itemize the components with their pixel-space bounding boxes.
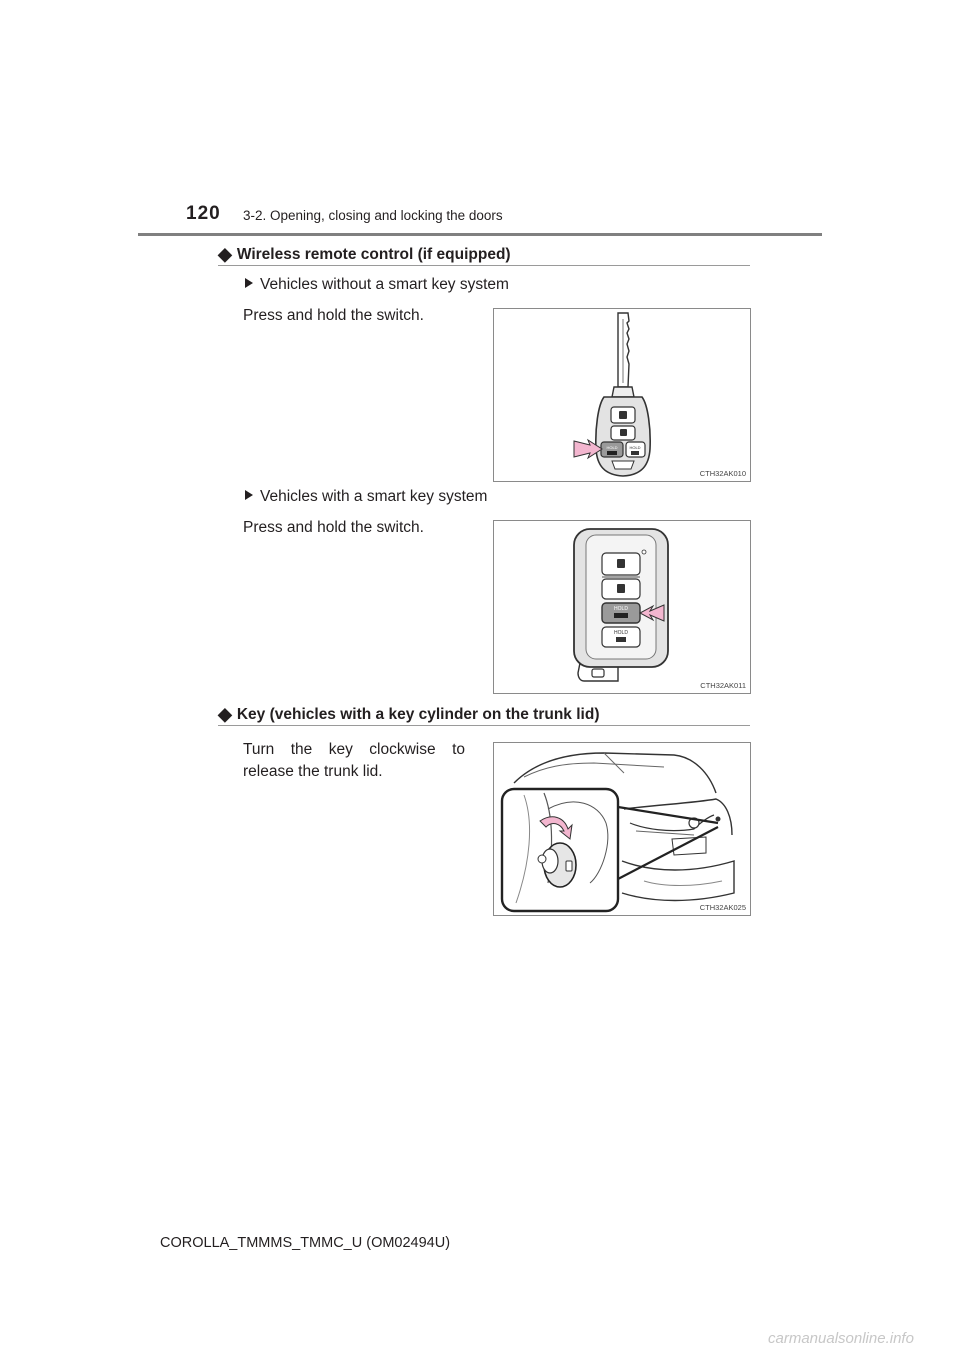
subheading-text: Vehicles with a smart key system [260, 488, 488, 505]
diamond-icon: ◆ [218, 244, 232, 264]
hold-label: HOLD [606, 445, 618, 450]
subheading-without-smart-key [245, 276, 509, 294]
heading-rule [218, 265, 750, 266]
instruction-text: Press and hold the switch. [243, 519, 424, 536]
figure-code: CTH32AK025 [699, 903, 746, 912]
key-fob-illustration [494, 309, 750, 481]
heading-text: Key (vehicles with a key cylinder on the trunk lid) [236, 706, 600, 723]
figure-trunk-key-cylinder [493, 742, 751, 916]
trunk-illustration [494, 743, 750, 915]
figure-code: CTH32AK010 [699, 469, 746, 478]
triangle-right-icon [245, 490, 253, 500]
diamond-icon: ◆ [218, 704, 232, 724]
chapter-title: 3-2. Opening, closing and locking the doors [243, 208, 503, 223]
watermark-text: carmanualsonline.info [768, 1330, 914, 1347]
triangle-right-icon [245, 278, 253, 288]
hold-label: HOLD [629, 445, 641, 450]
section-heading-key [218, 704, 599, 725]
heading-rule [218, 725, 750, 726]
section-heading-wireless [218, 244, 511, 265]
subheading-text: Vehicles without a smart key system [260, 276, 509, 293]
figure-code: CTH32AK011 [700, 681, 746, 690]
instruction-text: Press and hold the switch. [243, 307, 424, 324]
subheading-with-smart-key [245, 488, 487, 506]
instruction-text: Turn the key clockwise to release the trunk lid. [243, 741, 465, 780]
header-rule [138, 233, 822, 236]
figure-smart-key [493, 520, 751, 694]
hold-label: HOLD [614, 630, 628, 636]
hold-label: HOLD [614, 606, 628, 612]
smart-key-illustration [494, 521, 750, 693]
figure-key-fob-without-smart-key [493, 308, 751, 482]
heading-text: Wireless remote control (if equipped) [236, 246, 511, 263]
page-number: 120 [186, 203, 221, 224]
manual-code-footer: COROLLA_TMMMS_TMMC_U (OM02494U) [160, 1235, 451, 1251]
